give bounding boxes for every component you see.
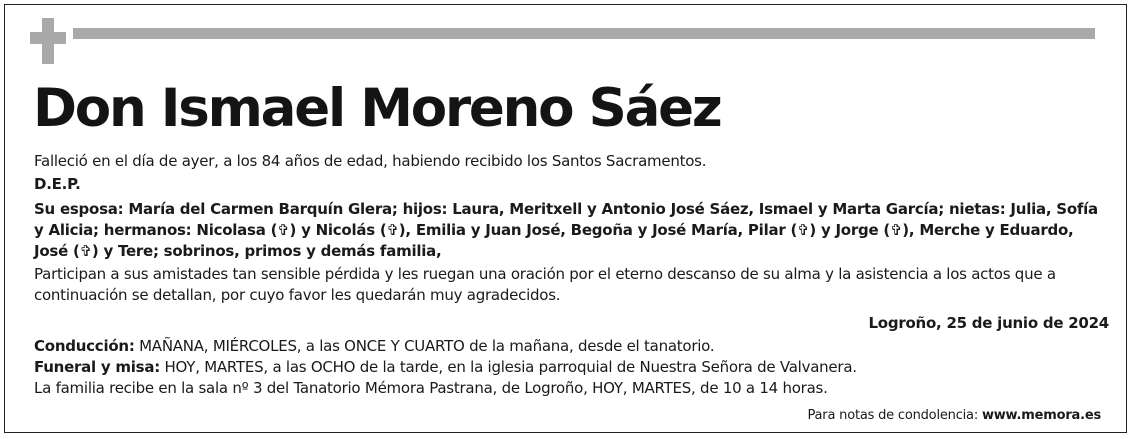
deceased-name: Don Ismael Moreno Sáez bbox=[33, 78, 721, 139]
dep-text: D.E.P. bbox=[34, 175, 81, 193]
condolence-text: Para notas de condolencia: bbox=[807, 408, 978, 423]
conduction-text: MAÑANA, MIÉRCOLES, a las ONCE Y CUARTO de la mañana, desde el tanatorio. bbox=[139, 337, 715, 355]
conduction-label: Conducción: bbox=[34, 337, 135, 355]
family-text: Su esposa: María del Carmen Barquín Glera; hijos: Laura, Meritxell y Antonio José Sáez, Ismael y Marta García; nietas: Julia, Sofía y Alicia; hermanos: Nicolasa (✞) y Nicolás (✞), Emilia y Juan José, Begoña y José María, Pilar (✞) y Jorge (✞), Merche y Eduardo, José (✞) y Tere; sobrinos, primos y demás familia, bbox=[34, 200, 1098, 260]
intro-text: Falleció en el día de ayer, a los 84 años de edad, habiendo recibido los Santos Sacramentos. bbox=[34, 152, 707, 170]
funeral-line bbox=[34, 357, 1109, 378]
funeral-label: Funeral y misa: bbox=[34, 358, 160, 376]
cross-horizontal-bar bbox=[30, 32, 66, 44]
conduction-line bbox=[34, 336, 1109, 357]
place-date: Logroño, 25 de junio de 2024 bbox=[868, 314, 1109, 332]
cross-icon bbox=[30, 18, 66, 64]
notice-body bbox=[34, 151, 1109, 399]
condolence-link[interactable]: www.memora.es bbox=[981, 408, 1101, 423]
funeral-text: HOY, MARTES, a las OCHO de la tarde, en la iglesia parroquial de Nuestra Señora de Valvanera. bbox=[164, 358, 857, 376]
header-rule bbox=[73, 28, 1095, 39]
condolence-footer bbox=[807, 407, 1101, 425]
obituary-notice bbox=[4, 4, 1127, 433]
visitation-text: La familia recibe en la sala nº 3 del Tanatorio Mémora Pastrana, de Logroño, HOY, MARTES, de 10 a 14 horas. bbox=[34, 379, 828, 397]
participation-text: Participan a sus amistades tan sensible pérdida y les ruegan una oración por el eterno descanso de su alma y la asistencia a los actos que a continuación se detallan, por cuyo favor les quedarán muy agradecidos. bbox=[34, 265, 1056, 304]
